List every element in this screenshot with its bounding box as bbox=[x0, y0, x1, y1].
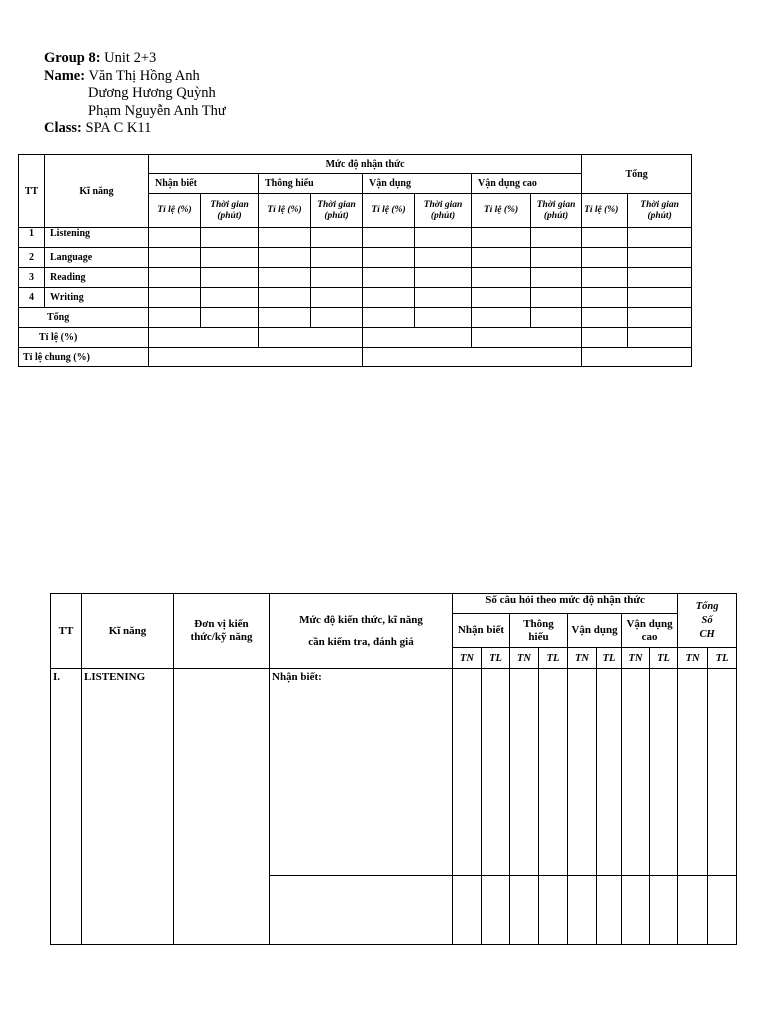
tn-subheader: TN bbox=[568, 648, 597, 669]
total-questions-header-line3: CH bbox=[699, 628, 715, 640]
time-subheader: Thời gian (phút) bbox=[311, 194, 363, 228]
skill-header: Kĩ năng bbox=[82, 594, 174, 669]
level-header-van-dung-cao: Vận dụng cao bbox=[472, 174, 582, 194]
level-header-nhan-biet: Nhận biết bbox=[453, 614, 510, 648]
level-header-thong-hieu: Thông hiểu bbox=[510, 614, 568, 648]
cell[interactable] bbox=[363, 348, 582, 367]
cell[interactable] bbox=[582, 288, 628, 308]
name-label: Name: bbox=[44, 67, 86, 84]
group-line bbox=[44, 50, 226, 68]
cell[interactable] bbox=[453, 669, 482, 876]
member-name: Dương Hương Quỳnh bbox=[88, 85, 216, 101]
cell[interactable] bbox=[708, 669, 737, 876]
cell[interactable] bbox=[628, 288, 692, 308]
table-row bbox=[19, 288, 692, 308]
cell[interactable] bbox=[201, 248, 259, 268]
cell[interactable] bbox=[149, 228, 201, 248]
tl-subheader: TL bbox=[539, 648, 568, 669]
cell[interactable] bbox=[568, 669, 597, 876]
knowledge-unit-cell[interactable] bbox=[174, 669, 270, 945]
name-line bbox=[44, 68, 226, 86]
class-label: Class: bbox=[44, 120, 82, 136]
cell[interactable] bbox=[582, 268, 628, 288]
cell[interactable] bbox=[472, 308, 531, 328]
row-skill: LISTENING bbox=[82, 669, 174, 945]
cell[interactable] bbox=[472, 268, 531, 288]
cell[interactable] bbox=[628, 248, 692, 268]
cell[interactable] bbox=[311, 288, 363, 308]
total-header: Tổng bbox=[582, 155, 692, 194]
member-name: Văn Thị Hồng Anh bbox=[88, 67, 200, 84]
ratio-subheader: Tỉ lệ (%) bbox=[363, 194, 415, 228]
time-subheader: Thời gian (phút) bbox=[415, 194, 472, 228]
tn-subheader: TN bbox=[622, 648, 650, 669]
cell[interactable] bbox=[531, 308, 582, 328]
skill-header: Kĩ năng bbox=[45, 155, 149, 228]
ratio-subheader: Tỉ lệ (%) bbox=[582, 194, 628, 228]
cell[interactable] bbox=[415, 228, 472, 248]
overall-ratio-row bbox=[19, 348, 692, 367]
cell[interactable] bbox=[531, 228, 582, 248]
ratio-row bbox=[19, 328, 692, 348]
cell[interactable] bbox=[582, 308, 628, 328]
cell[interactable] bbox=[482, 876, 510, 945]
table-row bbox=[51, 669, 737, 876]
level-header-van-dung-cao: Vận dụng cao bbox=[622, 614, 678, 648]
class-value: SPA C K11 bbox=[85, 120, 152, 136]
cell[interactable] bbox=[311, 228, 363, 248]
cell[interactable] bbox=[539, 669, 568, 876]
total-row-label: Tổng bbox=[19, 308, 149, 328]
level-header-van-dung: Vận dụng bbox=[363, 174, 472, 194]
cell[interactable] bbox=[472, 228, 531, 248]
cell[interactable] bbox=[363, 248, 415, 268]
cell[interactable] bbox=[678, 669, 708, 876]
cell[interactable] bbox=[510, 876, 539, 945]
tn-subheader: TN bbox=[453, 648, 482, 669]
overall-ratio-row-label: Tỉ lệ chung (%) bbox=[19, 348, 149, 367]
cell[interactable] bbox=[149, 288, 201, 308]
cell[interactable] bbox=[363, 268, 415, 288]
table-row bbox=[19, 228, 692, 248]
ratio-row-label: Tỉ lệ (%) bbox=[19, 328, 149, 348]
cell[interactable] bbox=[628, 268, 692, 288]
cell[interactable] bbox=[259, 328, 363, 348]
table-row bbox=[19, 268, 692, 288]
row-number: 1 bbox=[19, 228, 45, 248]
cell[interactable] bbox=[149, 268, 201, 288]
cell[interactable] bbox=[363, 328, 472, 348]
cell[interactable] bbox=[201, 268, 259, 288]
cell[interactable] bbox=[472, 328, 582, 348]
cell[interactable] bbox=[622, 876, 650, 945]
cell[interactable] bbox=[363, 308, 415, 328]
row-number: I. bbox=[51, 669, 82, 945]
cell[interactable] bbox=[650, 876, 678, 945]
cell[interactable] bbox=[453, 876, 482, 945]
cell[interactable] bbox=[363, 288, 415, 308]
cell[interactable] bbox=[259, 248, 311, 268]
total-questions-header bbox=[678, 594, 737, 648]
cell[interactable] bbox=[628, 228, 692, 248]
group-value: Unit 2+3 bbox=[104, 50, 157, 66]
cell[interactable] bbox=[415, 248, 472, 268]
cell[interactable] bbox=[415, 308, 472, 328]
time-subheader: Thời gian (phút) bbox=[531, 194, 582, 228]
time-subheader: Thời gian (phút) bbox=[628, 194, 692, 228]
cell[interactable] bbox=[311, 268, 363, 288]
table-row bbox=[19, 248, 692, 268]
row-number: 2 bbox=[19, 248, 45, 268]
tn-subheader: TN bbox=[678, 648, 708, 669]
ratio-subheader: Tỉ lệ (%) bbox=[259, 194, 311, 228]
time-subheader: Thời gian (phút) bbox=[201, 194, 259, 228]
ratio-subheader: Tỉ lệ (%) bbox=[472, 194, 531, 228]
total-questions-header-line2: Số bbox=[701, 614, 713, 626]
tn-subheader: TN bbox=[510, 648, 539, 669]
knowledge-unit-header: Đơn vị kiến thức/kỹ năng bbox=[174, 594, 270, 669]
specification-table bbox=[50, 593, 737, 945]
question-count-header: Số câu hỏi theo mức độ nhận thức bbox=[453, 594, 678, 614]
cell[interactable] bbox=[582, 248, 628, 268]
cell[interactable] bbox=[472, 288, 531, 308]
cell[interactable] bbox=[531, 288, 582, 308]
cell[interactable] bbox=[597, 876, 622, 945]
cell[interactable] bbox=[628, 328, 692, 348]
cell[interactable] bbox=[149, 348, 363, 367]
cell[interactable] bbox=[259, 268, 311, 288]
row-skill: Reading bbox=[45, 268, 149, 288]
cell[interactable] bbox=[568, 876, 597, 945]
cell[interactable] bbox=[311, 308, 363, 328]
cell[interactable] bbox=[708, 876, 737, 945]
level-header-nhan-biet: Nhận biết bbox=[149, 174, 259, 194]
cell[interactable] bbox=[201, 288, 259, 308]
group-label: Group 8: bbox=[44, 50, 101, 66]
tt-header: TT bbox=[19, 155, 45, 228]
cell[interactable] bbox=[415, 288, 472, 308]
tl-subheader: TL bbox=[597, 648, 622, 669]
cell[interactable] bbox=[201, 228, 259, 248]
cell[interactable] bbox=[597, 669, 622, 876]
cell[interactable] bbox=[311, 248, 363, 268]
cell[interactable] bbox=[678, 876, 708, 945]
tl-subheader: TL bbox=[482, 648, 510, 669]
cell[interactable] bbox=[415, 268, 472, 288]
cell[interactable] bbox=[259, 228, 311, 248]
row-level-label: Nhận biết: bbox=[270, 669, 453, 876]
cell[interactable] bbox=[531, 268, 582, 288]
cell[interactable] bbox=[482, 669, 510, 876]
cell[interactable] bbox=[149, 328, 259, 348]
row-skill: Language bbox=[45, 248, 149, 268]
total-row bbox=[19, 308, 692, 328]
level-header-thong-hieu: Thông hiểu bbox=[259, 174, 363, 194]
cell[interactable] bbox=[582, 328, 628, 348]
tl-subheader: TL bbox=[708, 648, 737, 669]
cell[interactable] bbox=[149, 308, 201, 328]
cell[interactable] bbox=[149, 248, 201, 268]
cell[interactable] bbox=[510, 669, 539, 876]
total-questions-header-line1: Tổng bbox=[695, 600, 719, 612]
cell[interactable] bbox=[650, 669, 678, 876]
document-header bbox=[44, 50, 226, 138]
level-header-van-dung: Vận dụng bbox=[568, 614, 622, 648]
ratio-subheader: Tỉ lệ (%) bbox=[149, 194, 201, 228]
cell[interactable] bbox=[539, 876, 568, 945]
cell[interactable] bbox=[270, 876, 453, 945]
class-line bbox=[44, 120, 226, 138]
cell[interactable] bbox=[531, 248, 582, 268]
cell[interactable] bbox=[622, 669, 650, 876]
cell[interactable] bbox=[259, 288, 311, 308]
knowledge-level-header-line2: cần kiểm tra, đánh giá bbox=[308, 636, 414, 648]
cell[interactable] bbox=[259, 308, 311, 328]
cell[interactable] bbox=[628, 308, 692, 328]
row-skill: Listening bbox=[45, 228, 149, 248]
cell[interactable] bbox=[582, 228, 628, 248]
cell[interactable] bbox=[472, 248, 531, 268]
cell[interactable] bbox=[201, 308, 259, 328]
cognitive-level-header: Mức độ nhận thức bbox=[149, 155, 582, 174]
row-number: 3 bbox=[19, 268, 45, 288]
cell[interactable] bbox=[363, 228, 415, 248]
row-skill: Writing bbox=[45, 288, 149, 308]
tl-subheader: TL bbox=[650, 648, 678, 669]
tt-header: TT bbox=[51, 594, 82, 669]
knowledge-level-header-line1: Mức độ kiến thức, kĩ năng bbox=[299, 614, 423, 626]
member-name: Phạm Nguyễn Anh Thư bbox=[88, 102, 226, 119]
row-number: 4 bbox=[19, 288, 45, 308]
cell[interactable] bbox=[582, 348, 692, 367]
knowledge-level-header bbox=[270, 594, 453, 669]
cognitive-level-matrix-table bbox=[18, 154, 692, 367]
